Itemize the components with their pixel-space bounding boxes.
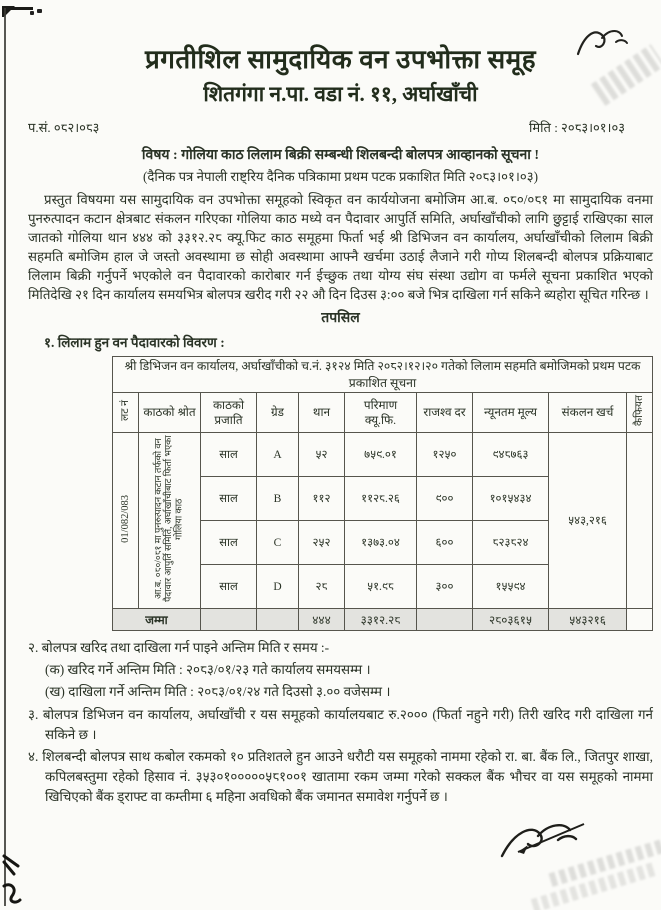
publication-note: (दैनिक पत्र नेपाली राष्ट्रिय दैनिक पत्रिकामा प्रथम पटक प्रकाशित मिति २०८३।०१।०३) (143, 169, 538, 184)
min-price-cell: १५५९४ (473, 565, 549, 609)
revenue-rate-cell: ६०० (417, 521, 473, 565)
list-item-2: २. बोलपत्र खरिद तथा दाखिला गर्न पाइने अन्तिम मिति र समय :- (28, 640, 330, 656)
min-price-cell: १०१५४३४ (473, 477, 549, 521)
revenue-rate-cell: ३०० (417, 565, 473, 609)
col-collection-cost: संकलन खर्च (549, 393, 627, 433)
total-volume-cell: ३३१२.२८ (345, 609, 417, 631)
lot-number-cell: 01/082/083 (113, 433, 139, 609)
col-wood-species: काठको प्रजाति (201, 393, 257, 433)
species-cell: साल (201, 521, 257, 565)
species-cell: साल (201, 433, 257, 477)
scan-edge-left (4, 8, 6, 906)
auction-details-table (112, 356, 653, 631)
collection-cost-cell: ५४३,२१६ (549, 433, 627, 609)
pieces-cell: ५२ (299, 433, 345, 477)
volume-cell: ५१.९८ (345, 565, 417, 609)
total-grade-cell (257, 609, 299, 631)
date: मिति : २०८३।०१।०३ (529, 120, 625, 135)
col-revenue-rate: राजश्व दर (417, 393, 473, 433)
tapasil-heading: तपसिल (321, 311, 360, 326)
list-item-4: ४. शिलबन्दी बोलपत्र साथ कबोल रकमको १० प्रतिशतले हुन आउने धरौटी यस समूहको नाममा रहेको रा. बा. बैंक लि., जितपुर शाखा, कपिलबस्तुमा रहेको हिसाव नं. ३५३०१०००००५८१००१ खातामा रकम जम्मा गरेको सक्कल बैंक भौचर वा यस समूहको नाममा खिचिएको बैंक ड्राफ्ट वा कम्तीमा ६ महिना अवधिको बैंक जमानत समावेश गर्नुपर्ने छ । (28, 748, 653, 804)
species-cell: साल (201, 477, 257, 521)
col-remarks: कैफियत (627, 393, 653, 433)
table-row (113, 433, 653, 477)
volume-cell: १३७३.०४ (345, 521, 417, 565)
scan-edge-marks (0, 852, 26, 910)
wood-source-cell: आ.ब. ०८०/०८१ मा पुनरुत्पादन कटान तर्फको वन पैदावार आपुर्ति समिति, अर्घाखाँचीबाट फिर्ता भएका गोलिया काठ (139, 433, 201, 609)
revenue-rate-cell: १२५० (417, 433, 473, 477)
revenue-rate-cell: ९०० (417, 477, 473, 521)
org-address: शितगंगा न.पा. वडा नं. ११, अर्घाखाँची (203, 82, 478, 106)
subject-line: विषय : गोलिया काठ लिलाम बिक्री सम्बन्धी शिलबन्दी बोलपत्र आव्हानको सूचना ! (141, 148, 540, 163)
grade-cell: A (257, 433, 299, 477)
grade-cell: C (257, 521, 299, 565)
org-name: प्रगतीशिल सामुदायिक वन उपभोक्ता समूह (145, 45, 536, 74)
min-price-cell: ९४८७६३ (473, 433, 549, 477)
list-item-3: ३. बोलपत्र डिभिजन वन कार्यालय, अर्घाखाँची र यस समूहको कार्यालयबाट रु.२००० (फिर्ता नहुने गरी) तिरी खरिद गरी दाखिला गर्न सकिने छ । (28, 706, 653, 742)
pieces-cell: २८ (299, 565, 345, 609)
col-lot-number: लट नं (113, 393, 139, 433)
signature (488, 818, 592, 870)
col-minimum-price: न्यूनतम मूल्य (473, 393, 549, 433)
list-item-2b: (ख) दाखिला गर्ने अन्तिम मिति : २०८३/०१/२४ गते दिउसो ३.०० वजेसम्म । (45, 684, 391, 700)
reference-number: प.सं. ०८२।०८३ (28, 120, 100, 135)
grade-cell: B (257, 477, 299, 521)
min-price-cell: ८२३८२४ (473, 521, 549, 565)
notice-body-paragraph: प्रस्तुत विषयमा यस सामुदायिक वन उपभोक्ता समूहको स्विकृत वन कार्ययोजना बमोजिम आ.ब. ०८०/०८१ मा सामुदायिक वनमा पुनरुत्पादन कटान क्षेत्रबाट संकलन गरिएका गोलिया काठ मध्ये वन पैदावार आपुर्ति समिति, अर्घाखाँचीको लागि छुट्टाई राखिएका साल जातको गोलिया थान ४४४ को ३३१२.२८ क्यू.फिट काठ समूहमा फिर्ता भई श्री डिभिजन वन कार्यालय, अर्घाखाँचीको लिलाम बिक्री सहमति बमोजिम हाल जे जस्तो अवस्थामा छ सोही अवस्थामा आफ्नै खर्चमा उठाई लैजाने गरी गोप्य शिलबन्दी बोलपत्र प्रक्रियाबाट लिलाम बिक्री गर्नुपर्ने भएकोले वन पैदावारको कारोबार गर्न ईच्छुक तथा योग्य संघ संस्था उद्योग वा फर्मले सूचना प्रकाशित भएको मितिदेखि २१ दिन कार्यालय समयभित्र बोलपत्र खरीद गरी २२ औ दिन दिउस ३:०० बजे भित्र दाखिला गर्न सकिने ब्यहोरा सूचित गरिन्छ । (28, 192, 653, 302)
col-pieces: थान (299, 393, 345, 433)
col-wood-source: काठको श्रोत (139, 393, 201, 433)
table-caption: श्री डिभिजन वन कार्यालय, अर्घाखाँचीको च.नं. ३१२४ मिति २०८२।१२।२० गतेको लिलाम सहमति बमोजिमको प्रथम पटक प्रकाशित सूचना (113, 357, 653, 393)
total-pieces-cell: ४४४ (299, 609, 345, 631)
grade-cell: D (257, 565, 299, 609)
col-volume: परिमाण क्यू.फि. (345, 393, 417, 433)
total-remarks-cell (627, 609, 653, 631)
list-item-2a: (क) खरिद गर्ने अन्तिम मिति : २०८३/०१/२३ गते कार्यालय समयसम्म । (45, 662, 371, 678)
volume-cell: ७५९.०१ (345, 433, 417, 477)
item1-heading: १. लिलाम हुन वन पैदावारको विवरण : (44, 335, 225, 350)
total-min-price-cell: २८०३६१५ (473, 609, 549, 631)
total-revenue-cell (417, 609, 473, 631)
species-cell: साल (201, 565, 257, 609)
pieces-cell: ११२ (299, 477, 345, 521)
volume-cell: ११२८.२६ (345, 477, 417, 521)
table-header-row (113, 393, 653, 433)
total-label: जम्मा (113, 609, 201, 631)
remarks-cell (627, 433, 653, 609)
ink-speck (37, 9, 42, 13)
col-grade: ग्रेड (257, 393, 299, 433)
ink-speck (30, 11, 34, 15)
pieces-cell: २५२ (299, 521, 345, 565)
total-species-cell (201, 609, 257, 631)
table-total-row (113, 609, 653, 631)
total-collection-cell: ५४३२१६ (549, 609, 627, 631)
